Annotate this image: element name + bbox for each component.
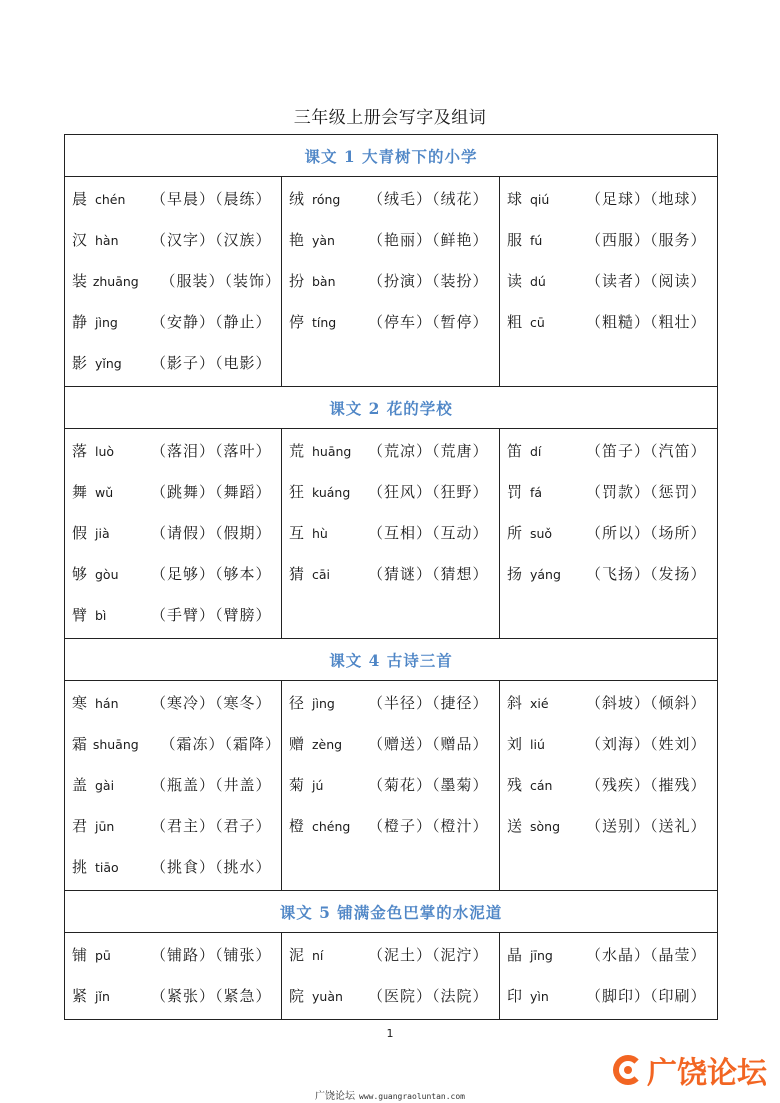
vocab-character: 粗 [507,313,523,331]
vocab-pinyin: chén [95,192,126,207]
footer-site-url: www.guangraoluntan.com [359,1092,465,1101]
vocab-pinyin: shuāng [92,737,139,752]
vocab-column [282,933,500,1020]
vocab-character: 艳 [289,231,305,249]
vocab-words: （请假）（假期） [151,524,272,542]
vocab-column [282,429,500,639]
vocab-entry [282,554,499,595]
vocab-character: 扬 [507,565,523,583]
vocab-character: 斜 [507,694,523,712]
vocab-character: 荒 [289,442,305,460]
page-number: 1 [386,1027,394,1040]
vocab-words: （挑食）（挑水） [151,858,272,876]
vocab-entry [282,179,499,220]
vocab-words: （扮演）（装扮） [368,272,489,290]
vocab-words: （医院）（法院） [368,987,489,1005]
vocab-character: 寒 [72,694,88,712]
vocab-character: 扮 [289,272,305,290]
vocab-character: 紧 [72,987,88,1005]
vocab-character: 印 [507,987,523,1005]
vocab-pinyin: yìn [530,989,549,1004]
vocab-entry [500,724,717,765]
vocab-character: 橙 [289,817,305,835]
vocab-character: 静 [72,313,88,331]
section-header-row [65,639,718,681]
section-header-row [65,387,718,429]
vocab-pinyin: ní [312,948,324,963]
vocab-pinyin: liú [530,737,545,752]
vocab-pinyin: chéng [312,819,351,834]
vocab-character: 霜 [72,735,88,753]
footer-site-name: 广饶论坛 [315,1091,356,1102]
vocab-character: 影 [72,354,88,372]
vocab-pinyin: tiāo [95,860,119,875]
vocab-words: （绒毛）（绒花） [368,190,489,208]
vocab-character: 互 [289,524,305,542]
vocab-pinyin: bàn [312,274,336,289]
vocab-entry [282,431,499,472]
vocab-words: （汉字）（汉族） [151,231,272,249]
vocab-pinyin: róng [312,192,341,207]
vocab-entry [65,976,281,1017]
vocab-entry [282,976,499,1017]
vocab-character: 服 [507,231,523,249]
vocab-entry [65,513,281,554]
section-body-row [65,177,718,387]
vocab-entry [282,683,499,724]
vocab-entry [500,431,717,472]
section-title: 课文 1 大青树下的小学 [65,135,718,177]
vocab-entry [65,683,281,724]
vocab-character: 装 [72,272,88,290]
vocab-character: 读 [507,272,523,290]
vocab-words: （飞扬）（发扬） [586,565,707,583]
vocab-entry [282,935,499,976]
vocab-entry [282,724,499,765]
vocab-words: （手臂）（臂膀） [151,606,272,624]
vocab-pinyin: jūn [95,819,115,834]
vocab-pinyin: cāi [312,567,331,582]
vocab-character: 臂 [72,606,88,624]
vocab-pinyin: zèng [312,737,343,752]
vocab-words: （西服）（服务） [586,231,707,249]
vocab-character: 君 [72,817,88,835]
vocab-entry [65,179,281,220]
vocab-words: （影子）（电影） [151,354,272,372]
vocab-pinyin: yáng [530,567,561,582]
vocab-entry [500,806,717,847]
vocab-pinyin: huāng [312,444,352,459]
vocab-character: 院 [289,987,305,1005]
vocab-words: （落泪）（落叶） [151,442,272,460]
vocab-pinyin: hán [95,696,119,711]
vocab-words: （狂风）（狂野） [368,483,489,501]
vocab-words: （早晨）（晨练） [151,190,272,208]
vocab-column [500,933,718,1020]
vocab-pinyin: qiú [530,192,550,207]
vocab-words: （泥土）（泥泞） [368,946,489,964]
vocab-entry [282,513,499,554]
vocab-entry [282,472,499,513]
vocab-words: （脚印）（印刷） [586,987,707,1005]
vocab-character: 刘 [507,735,523,753]
vocab-character: 绒 [289,190,305,208]
vocab-character: 所 [507,524,523,542]
vocab-words: （足球）（地球） [586,190,707,208]
vocab-words: （水晶）（晶莹） [586,946,707,964]
vocab-words: （铺路）（铺张） [151,946,272,964]
vocab-entry [65,847,281,888]
vocab-pinyin: xié [530,696,549,711]
vocab-words: （半径）（捷径） [368,694,489,712]
vocab-pinyin: luò [95,444,115,459]
vocab-words: （读者）（阅读） [586,272,707,290]
vocab-character: 残 [507,776,523,794]
vocab-words: （猜谜）（猜想） [368,565,489,583]
vocab-words: （艳丽）（鲜艳） [368,231,489,249]
vocab-words: （寒冷）（寒冬） [151,694,272,712]
vocab-pinyin: yuàn [312,989,343,1004]
vocab-column [282,177,500,387]
vocab-character: 泥 [289,946,305,964]
vocab-entry [282,806,499,847]
vocab-words: （霜冻）（霜降） [160,735,281,753]
vocab-column [65,177,282,387]
vocab-table [64,134,718,1020]
vocab-character: 汉 [72,231,88,249]
watermark-text: 广饶论坛 [647,1056,767,1091]
vocab-entry [500,765,717,806]
section-header-row [65,891,718,933]
vocab-words: （橙子）（橙汁） [368,817,489,835]
vocab-words: （赠送）（赠品） [368,735,489,753]
vocab-entry [282,765,499,806]
vocab-words: （君主）（君子） [151,817,272,835]
vocab-entry [65,554,281,595]
vocab-character: 晶 [507,946,523,964]
vocab-character: 猜 [289,565,305,583]
vocab-words: （安静）（静止） [151,313,272,331]
vocab-entry [282,261,499,302]
vocab-pinyin: zhuāng [92,274,139,289]
vocab-entry [500,554,717,595]
vocab-entry [500,472,717,513]
vocab-pinyin: fú [530,233,543,248]
vocab-entry [500,261,717,302]
vocab-words: （残疾）（摧残） [586,776,707,794]
vocab-character: 径 [289,694,305,712]
vocab-entry [65,343,281,384]
vocab-entry [65,724,281,765]
vocab-words: （粗糙）（粗壮） [586,313,707,331]
vocab-pinyin: tíng [312,315,337,330]
vocab-words: （服装）（装饰） [160,272,281,290]
vocab-pinyin: jià [95,526,110,541]
vocab-character: 罚 [507,483,523,501]
vocab-entry [65,935,281,976]
vocab-pinyin: jú [312,778,324,793]
logo-icon [613,1055,643,1085]
vocab-pinyin: sòng [530,819,561,834]
vocab-entry [282,220,499,261]
vocab-character: 挑 [72,858,88,876]
vocab-words: （罚款）（惩罚） [586,483,707,501]
vocab-pinyin: gài [95,778,115,793]
vocab-pinyin: hàn [95,233,119,248]
vocab-pinyin: kuáng [312,485,351,500]
vocab-character: 假 [72,524,88,542]
vocab-character: 停 [289,313,305,331]
section-title: 课文 2 花的学校 [65,387,718,429]
vocab-entry [65,302,281,343]
vocab-words: （荒凉）（荒唐） [368,442,489,460]
vocab-entry [500,935,717,976]
vocab-words: （足够）（够本） [151,565,272,583]
vocab-pinyin: pū [95,948,111,963]
vocab-words: （所以）（场所） [586,524,707,542]
vocab-entry [500,976,717,1017]
vocab-entry [65,595,281,636]
vocab-pinyin: jīng [530,948,553,963]
vocab-pinyin: cū [530,315,545,330]
vocab-pinyin: hù [312,526,328,541]
vocab-pinyin: yàn [312,233,335,248]
section-body-row [65,429,718,639]
watermark-logo [613,1048,767,1092]
vocab-column [65,933,282,1020]
section-header-row [65,135,718,177]
section-body-row [65,933,718,1020]
vocab-character: 晨 [72,190,88,208]
vocab-entry [65,806,281,847]
vocab-entry [500,179,717,220]
vocab-column [500,429,718,639]
vocab-entry [65,765,281,806]
vocab-pinyin: cán [530,778,553,793]
vocab-entry [65,472,281,513]
vocab-character: 球 [507,190,523,208]
vocab-character: 赠 [289,735,305,753]
vocab-words: （斜坡）（倾斜） [586,694,707,712]
vocab-character: 狂 [289,483,305,501]
vocab-words: （刘海）（姓刘） [586,735,707,753]
vocab-column [65,681,282,891]
vocab-character: 笛 [507,442,523,460]
vocab-pinyin: dú [530,274,546,289]
vocab-pinyin: jìng [312,696,335,711]
vocab-character: 菊 [289,776,305,794]
vocab-entry [65,431,281,472]
vocab-entry [282,302,499,343]
vocab-pinyin: jǐn [95,989,110,1004]
vocab-entry [65,261,281,302]
vocab-pinyin: jìng [95,315,118,330]
vocab-column [500,681,718,891]
vocab-character: 够 [72,565,88,583]
page-title: 三年级上册会写字及组词 [293,108,487,128]
section-title: 课文 5 铺满金色巴掌的水泥道 [65,891,718,933]
vocab-words: （菊花）（墨菊） [368,776,489,794]
vocab-column [282,681,500,891]
section-body-row [65,681,718,891]
vocab-entry [500,513,717,554]
vocab-character: 舞 [72,483,88,501]
vocab-words: （停车）（暂停） [368,313,489,331]
vocab-entry [500,683,717,724]
vocab-words: （送别）（送礼） [586,817,707,835]
vocab-pinyin: fá [530,485,543,500]
vocab-pinyin: bì [95,608,107,623]
vocab-pinyin: dí [530,444,542,459]
vocab-entry [500,302,717,343]
vocab-words: （笛子）（汽笛） [586,442,707,460]
vocab-column [500,177,718,387]
vocab-words: （跳舞）（舞蹈） [151,483,272,501]
vocab-character: 送 [507,817,523,835]
vocab-pinyin: gòu [95,567,119,582]
section-title: 课文 4 古诗三首 [65,639,718,681]
vocab-column [65,429,282,639]
vocab-pinyin: yǐng [95,356,122,371]
vocab-words: （紧张）（紧急） [151,987,272,1005]
vocab-character: 铺 [72,946,88,964]
vocab-character: 落 [72,442,88,460]
vocab-entry [500,220,717,261]
vocab-pinyin: suǒ [530,526,553,541]
vocab-words: （互相）（互动） [368,524,489,542]
vocab-pinyin: wǔ [95,485,114,500]
vocab-words: （瓶盖）（井盖） [151,776,272,794]
vocab-character: 盖 [72,776,88,794]
vocab-entry [65,220,281,261]
